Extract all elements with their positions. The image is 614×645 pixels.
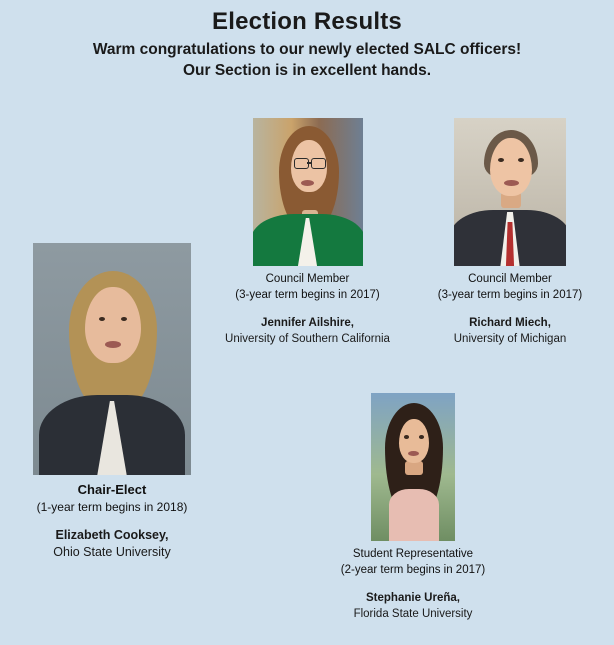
name-block	[0, 527, 224, 562]
glasses-right-icon	[311, 158, 326, 169]
person-name: Jennifer Ailshire,	[261, 317, 354, 330]
person-name: Richard Miech,	[469, 317, 551, 330]
name-block	[220, 315, 395, 347]
role-block	[415, 272, 605, 303]
person-card-council-member-1	[220, 118, 395, 347]
person-card-student-representative	[318, 393, 508, 622]
role-block	[0, 481, 224, 515]
person-card-council-member-2	[415, 118, 605, 347]
photo-jennifer-ailshire	[253, 118, 363, 266]
role-title: Council Member	[265, 273, 350, 285]
role-block	[318, 547, 508, 578]
subtitle-line-2: Our Section is in excellent hands.	[182, 61, 432, 79]
role-term: (3-year term begins in 2017)	[437, 288, 583, 301]
eye-right-icon	[518, 158, 524, 162]
glasses-left-icon	[294, 158, 309, 169]
role-title: Council Member	[468, 273, 552, 285]
photo-stephanie-urena	[371, 393, 455, 541]
person-card-chair-elect	[0, 243, 224, 562]
person-affiliation: Ohio State University	[53, 545, 171, 560]
person-name: Elizabeth Cooksey,	[55, 527, 169, 542]
eye-right-icon	[419, 435, 424, 439]
eye-right-icon	[121, 317, 127, 321]
role-title: Student Representative	[352, 548, 474, 560]
person-affiliation: University of Southern California	[225, 333, 390, 346]
eye-left-icon	[99, 317, 105, 321]
header	[0, 8, 614, 81]
face-shape	[399, 419, 429, 463]
face-shape	[85, 287, 141, 363]
role-block	[220, 272, 395, 303]
role-term: (2-year term begins in 2017)	[340, 563, 486, 576]
mouth-shape	[105, 341, 121, 348]
role-term: (1-year term begins in 2018)	[36, 499, 188, 514]
blouse-shape	[389, 489, 439, 541]
face-shape	[490, 138, 532, 196]
photo-elizabeth-cooksey	[33, 243, 191, 475]
role-term: (3-year term begins in 2017)	[235, 288, 380, 301]
person-affiliation: Florida State University	[353, 608, 473, 621]
page-title: Election Results	[212, 8, 402, 35]
mouth-shape	[408, 451, 419, 456]
person-affiliation: University of Michigan	[453, 333, 567, 346]
person-name: Stephanie Ureña,	[366, 592, 460, 605]
role-title: Chair-Elect	[77, 482, 147, 497]
mouth-shape	[504, 180, 519, 186]
eye-left-icon	[404, 435, 409, 439]
photo-richard-miech	[454, 118, 566, 266]
name-block	[415, 315, 605, 347]
eye-left-icon	[498, 158, 504, 162]
mouth-shape	[301, 180, 314, 186]
glasses-bridge-icon	[307, 162, 311, 164]
subtitle-line-1: Warm congratulations to our newly elected SALC officers!	[92, 40, 522, 58]
page-subtitle	[0, 40, 614, 82]
neck-shape	[405, 461, 423, 475]
name-block	[318, 590, 508, 622]
